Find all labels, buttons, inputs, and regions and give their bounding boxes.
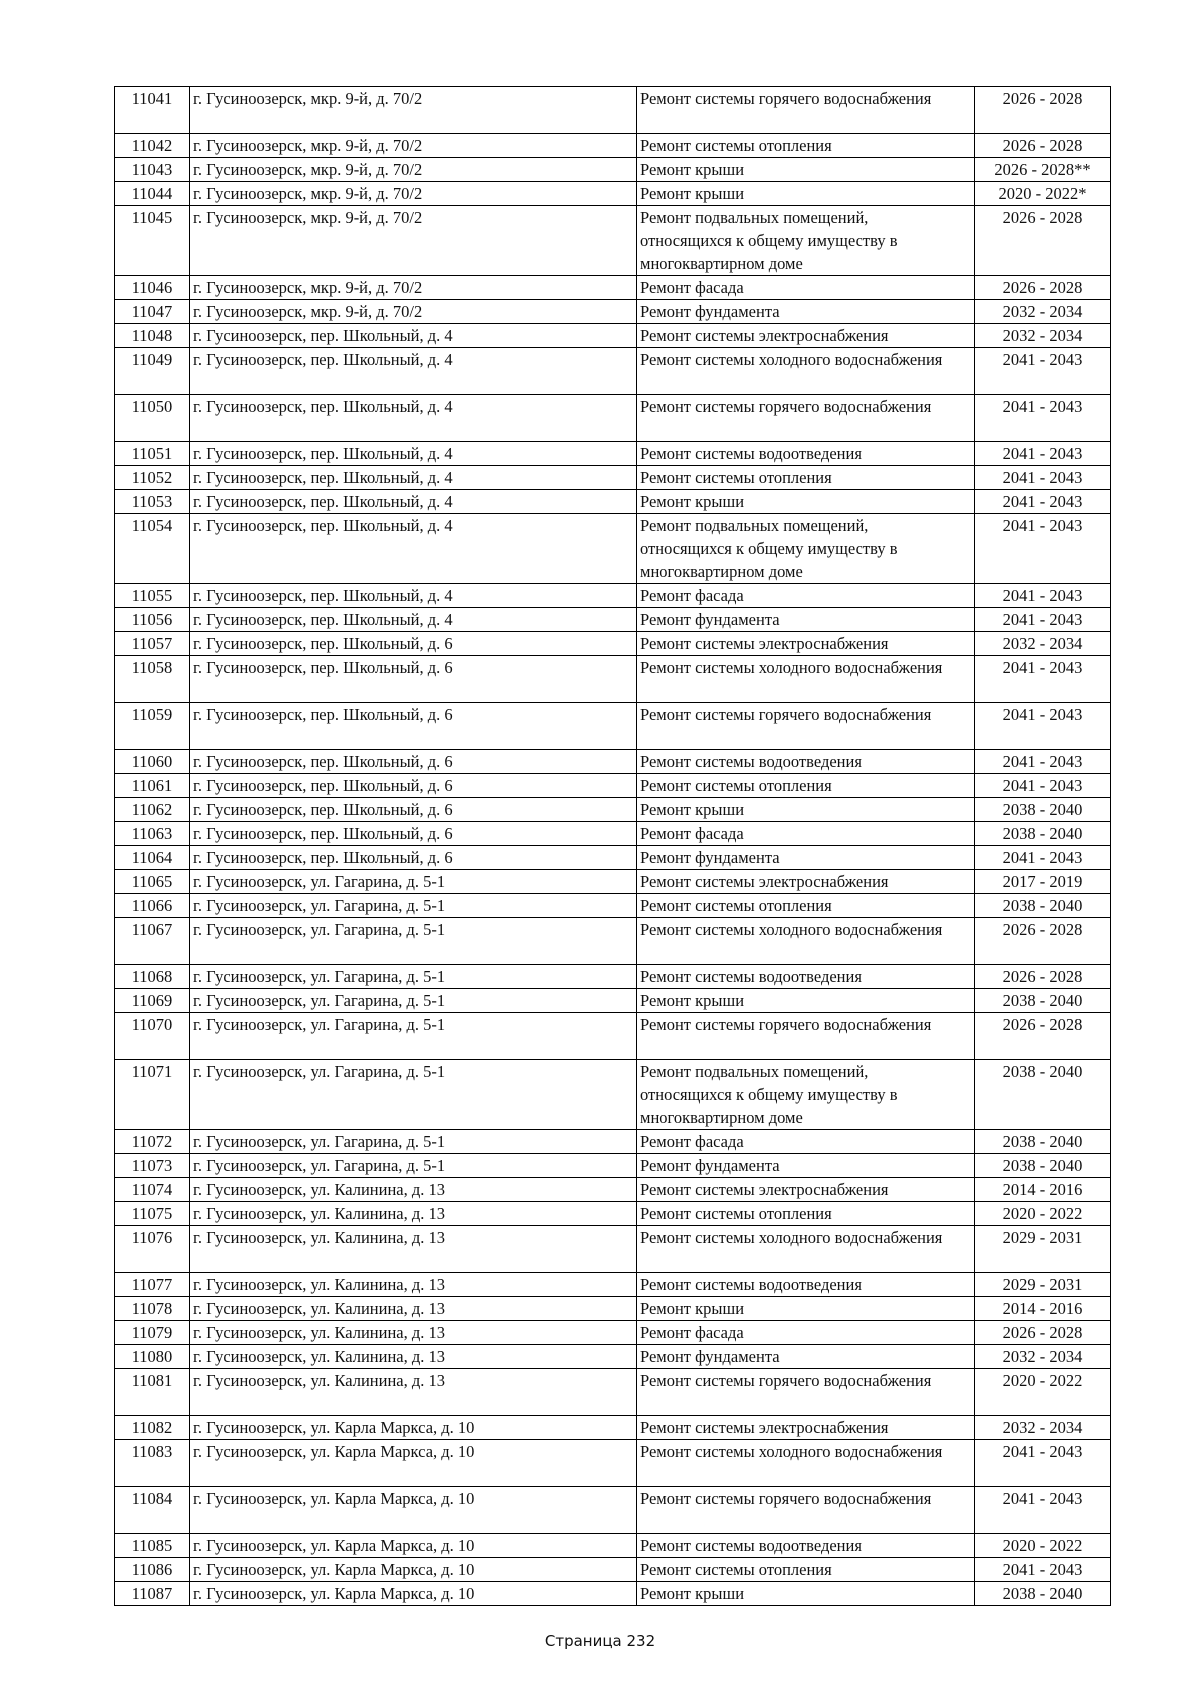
address-cell: г. Гусиноозерск, ул. Гагарина, д. 5-1	[190, 870, 637, 894]
row-number-cell: 11064	[115, 846, 190, 870]
period-cell: 2026 - 2028	[975, 276, 1111, 300]
period-cell: 2041 - 2043	[975, 846, 1111, 870]
work-type-cell: Ремонт системы горячего водоснабжения	[637, 703, 975, 750]
work-type-cell: Ремонт системы электроснабжения	[637, 324, 975, 348]
row-number-cell: 11043	[115, 158, 190, 182]
work-type-cell: Ремонт фундамента	[637, 846, 975, 870]
work-type-cell: Ремонт системы холодного водоснабжения	[637, 1226, 975, 1273]
table-row	[115, 324, 1111, 348]
work-type-cell: Ремонт фундамента	[637, 1345, 975, 1369]
table-row	[115, 1130, 1111, 1154]
period-cell: 2020 - 2022	[975, 1369, 1111, 1416]
period-cell: 2017 - 2019	[975, 870, 1111, 894]
table-row	[115, 632, 1111, 656]
work-type-cell: Ремонт фасада	[637, 276, 975, 300]
period-cell: 2032 - 2034	[975, 1416, 1111, 1440]
row-number-cell: 11062	[115, 798, 190, 822]
work-type-cell: Ремонт системы водоотведения	[637, 442, 975, 466]
period-cell: 2020 - 2022*	[975, 182, 1111, 206]
period-cell: 2032 - 2034	[975, 1345, 1111, 1369]
address-cell: г. Гусиноозерск, пер. Школьный, д. 4	[190, 490, 637, 514]
period-cell: 2038 - 2040	[975, 1130, 1111, 1154]
row-number-cell: 11048	[115, 324, 190, 348]
row-number-cell: 11080	[115, 1345, 190, 1369]
row-number-cell: 11072	[115, 1130, 190, 1154]
period-cell: 2041 - 2043	[975, 774, 1111, 798]
work-type-cell: Ремонт системы отопления	[637, 1558, 975, 1582]
address-cell: г. Гусиноозерск, пер. Школьный, д. 4	[190, 608, 637, 632]
address-cell: г. Гусиноозерск, пер. Школьный, д. 4	[190, 584, 637, 608]
address-cell: г. Гусиноозерск, ул. Калинина, д. 13	[190, 1345, 637, 1369]
work-type-cell: Ремонт системы водоотведения	[637, 1273, 975, 1297]
work-type-cell: Ремонт фасада	[637, 1321, 975, 1345]
work-type-cell: Ремонт системы отопления	[637, 134, 975, 158]
period-cell: 2041 - 2043	[975, 584, 1111, 608]
work-type-cell: Ремонт крыши	[637, 182, 975, 206]
row-number-cell: 11046	[115, 276, 190, 300]
table-row	[115, 206, 1111, 276]
period-cell: 2029 - 2031	[975, 1226, 1111, 1273]
address-cell: г. Гусиноозерск, ул. Гагарина, д. 5-1	[190, 1060, 637, 1130]
table-row	[115, 918, 1111, 965]
period-cell: 2026 - 2028	[975, 1013, 1111, 1060]
work-type-cell: Ремонт системы водоотведения	[637, 750, 975, 774]
row-number-cell: 11045	[115, 206, 190, 276]
work-type-cell: Ремонт системы отопления	[637, 774, 975, 798]
page-number: Страница 232	[544, 1632, 656, 1650]
work-type-cell: Ремонт системы отопления	[637, 894, 975, 918]
table-row	[115, 989, 1111, 1013]
period-cell: 2038 - 2040	[975, 798, 1111, 822]
work-type-cell: Ремонт подвальных помещений, относящихся к общему имуществу в многоквартирном доме	[637, 1060, 975, 1130]
table-row	[115, 395, 1111, 442]
work-type-cell: Ремонт системы водоотведения	[637, 1534, 975, 1558]
row-number-cell: 11087	[115, 1582, 190, 1606]
table-row	[115, 348, 1111, 395]
work-type-cell: Ремонт системы электроснабжения	[637, 632, 975, 656]
work-type-cell: Ремонт системы холодного водоснабжения	[637, 1440, 975, 1487]
address-cell: г. Гусиноозерск, пер. Школьный, д. 6	[190, 846, 637, 870]
work-type-cell: Ремонт фасада	[637, 1130, 975, 1154]
period-cell: 2038 - 2040	[975, 1582, 1111, 1606]
row-number-cell: 11068	[115, 965, 190, 989]
address-cell: г. Гусиноозерск, мкр. 9-й, д. 70/2	[190, 300, 637, 324]
period-cell: 2026 - 2028	[975, 1321, 1111, 1345]
work-type-cell: Ремонт подвальных помещений, относящихся к общему имуществу в многоквартирном доме	[637, 206, 975, 276]
period-cell: 2029 - 2031	[975, 1273, 1111, 1297]
work-type-cell: Ремонт системы отопления	[637, 466, 975, 490]
row-number-cell: 11056	[115, 608, 190, 632]
table-row	[115, 822, 1111, 846]
address-cell: г. Гусиноозерск, ул. Гагарина, д. 5-1	[190, 965, 637, 989]
table-row	[115, 87, 1111, 134]
row-number-cell: 11085	[115, 1534, 190, 1558]
table-row	[115, 656, 1111, 703]
table-row	[115, 1273, 1111, 1297]
table-row	[115, 1558, 1111, 1582]
work-type-cell: Ремонт системы горячего водоснабжения	[637, 1369, 975, 1416]
period-cell: 2038 - 2040	[975, 822, 1111, 846]
period-cell: 2032 - 2034	[975, 324, 1111, 348]
address-cell: г. Гусиноозерск, пер. Школьный, д. 4	[190, 514, 637, 584]
address-cell: г. Гусиноозерск, пер. Школьный, д. 6	[190, 822, 637, 846]
row-number-cell: 11061	[115, 774, 190, 798]
row-number-cell: 11074	[115, 1178, 190, 1202]
work-type-cell: Ремонт системы горячего водоснабжения	[637, 1013, 975, 1060]
period-cell: 2041 - 2043	[975, 656, 1111, 703]
row-number-cell: 11066	[115, 894, 190, 918]
period-cell: 2038 - 2040	[975, 894, 1111, 918]
period-cell: 2041 - 2043	[975, 348, 1111, 395]
table-row	[115, 1582, 1111, 1606]
table-row	[115, 1321, 1111, 1345]
table-row	[115, 1226, 1111, 1273]
table-row	[115, 466, 1111, 490]
period-cell: 2041 - 2043	[975, 703, 1111, 750]
address-cell: г. Гусиноозерск, ул. Карла Маркса, д. 10	[190, 1416, 637, 1440]
work-type-cell: Ремонт системы водоотведения	[637, 965, 975, 989]
period-cell: 2026 - 2028	[975, 87, 1111, 134]
address-cell: г. Гусиноозерск, пер. Школьный, д. 6	[190, 750, 637, 774]
work-type-cell: Ремонт системы горячего водоснабжения	[637, 87, 975, 134]
address-cell: г. Гусиноозерск, пер. Школьный, д. 4	[190, 395, 637, 442]
table-row	[115, 1416, 1111, 1440]
address-cell: г. Гусиноозерск, ул. Карла Маркса, д. 10	[190, 1487, 637, 1534]
table-row	[115, 490, 1111, 514]
address-cell: г. Гусиноозерск, ул. Гагарина, д. 5-1	[190, 1130, 637, 1154]
period-cell: 2026 - 2028**	[975, 158, 1111, 182]
address-cell: г. Гусиноозерск, ул. Гагарина, д. 5-1	[190, 989, 637, 1013]
period-cell: 2041 - 2043	[975, 750, 1111, 774]
row-number-cell: 11049	[115, 348, 190, 395]
table-row	[115, 608, 1111, 632]
row-number-cell: 11078	[115, 1297, 190, 1321]
address-cell: г. Гусиноозерск, ул. Калинина, д. 13	[190, 1273, 637, 1297]
table-row	[115, 870, 1111, 894]
row-number-cell: 11069	[115, 989, 190, 1013]
work-type-cell: Ремонт системы холодного водоснабжения	[637, 918, 975, 965]
work-type-cell: Ремонт системы электроснабжения	[637, 1416, 975, 1440]
period-cell: 2026 - 2028	[975, 918, 1111, 965]
address-cell: г. Гусиноозерск, мкр. 9-й, д. 70/2	[190, 158, 637, 182]
row-number-cell: 11047	[115, 300, 190, 324]
repair-schedule-table	[114, 86, 1111, 1606]
period-cell: 2014 - 2016	[975, 1178, 1111, 1202]
row-number-cell: 11071	[115, 1060, 190, 1130]
work-type-cell: Ремонт системы горячего водоснабжения	[637, 1487, 975, 1534]
row-number-cell: 11081	[115, 1369, 190, 1416]
work-type-cell: Ремонт крыши	[637, 1297, 975, 1321]
row-number-cell: 11079	[115, 1321, 190, 1345]
address-cell: г. Гусиноозерск, ул. Калинина, д. 13	[190, 1202, 637, 1226]
period-cell: 2038 - 2040	[975, 1154, 1111, 1178]
address-cell: г. Гусиноозерск, пер. Школьный, д. 6	[190, 632, 637, 656]
period-cell: 2014 - 2016	[975, 1297, 1111, 1321]
address-cell: г. Гусиноозерск, ул. Калинина, д. 13	[190, 1297, 637, 1321]
period-cell: 2041 - 2043	[975, 466, 1111, 490]
address-cell: г. Гусиноозерск, ул. Карла Маркса, д. 10	[190, 1440, 637, 1487]
period-cell: 2026 - 2028	[975, 134, 1111, 158]
address-cell: г. Гусиноозерск, ул. Карла Маркса, д. 10	[190, 1558, 637, 1582]
row-number-cell: 11075	[115, 1202, 190, 1226]
work-type-cell: Ремонт системы холодного водоснабжения	[637, 348, 975, 395]
table-row	[115, 514, 1111, 584]
row-number-cell: 11058	[115, 656, 190, 703]
row-number-cell: 11065	[115, 870, 190, 894]
work-type-cell: Ремонт системы отопления	[637, 1202, 975, 1226]
address-cell: г. Гусиноозерск, мкр. 9-й, д. 70/2	[190, 182, 637, 206]
document-page	[114, 86, 1110, 1606]
address-cell: г. Гусиноозерск, пер. Школьный, д. 6	[190, 774, 637, 798]
work-type-cell: Ремонт крыши	[637, 989, 975, 1013]
period-cell: 2020 - 2022	[975, 1202, 1111, 1226]
address-cell: г. Гусиноозерск, ул. Калинина, д. 13	[190, 1178, 637, 1202]
address-cell: г. Гусиноозерск, пер. Школьный, д. 4	[190, 324, 637, 348]
work-type-cell: Ремонт подвальных помещений, относящихся к общему имуществу в многоквартирном доме	[637, 514, 975, 584]
table-row	[115, 965, 1111, 989]
address-cell: г. Гусиноозерск, мкр. 9-й, д. 70/2	[190, 206, 637, 276]
address-cell: г. Гусиноозерск, мкр. 9-й, д. 70/2	[190, 276, 637, 300]
period-cell: 2041 - 2043	[975, 395, 1111, 442]
address-cell: г. Гусиноозерск, ул. Гагарина, д. 5-1	[190, 894, 637, 918]
period-cell: 2041 - 2043	[975, 490, 1111, 514]
table-row	[115, 1013, 1111, 1060]
period-cell: 2041 - 2043	[975, 1487, 1111, 1534]
period-cell: 2041 - 2043	[975, 608, 1111, 632]
address-cell: г. Гусиноозерск, пер. Школьный, д. 4	[190, 466, 637, 490]
row-number-cell: 11052	[115, 466, 190, 490]
address-cell: г. Гусиноозерск, пер. Школьный, д. 6	[190, 798, 637, 822]
table-row	[115, 1154, 1111, 1178]
work-type-cell: Ремонт крыши	[637, 798, 975, 822]
table-row	[115, 1440, 1111, 1487]
table-row	[115, 1202, 1111, 1226]
table-row	[115, 1534, 1111, 1558]
table-row	[115, 1297, 1111, 1321]
period-cell: 2032 - 2034	[975, 632, 1111, 656]
work-type-cell: Ремонт фундамента	[637, 300, 975, 324]
row-number-cell: 11042	[115, 134, 190, 158]
row-number-cell: 11055	[115, 584, 190, 608]
work-type-cell: Ремонт фасада	[637, 584, 975, 608]
period-cell: 2032 - 2034	[975, 300, 1111, 324]
period-cell: 2020 - 2022	[975, 1534, 1111, 1558]
row-number-cell: 11050	[115, 395, 190, 442]
row-number-cell: 11084	[115, 1487, 190, 1534]
table-row	[115, 1178, 1111, 1202]
table-row	[115, 894, 1111, 918]
row-number-cell: 11063	[115, 822, 190, 846]
table-row	[115, 703, 1111, 750]
table-row	[115, 846, 1111, 870]
table-row	[115, 1487, 1111, 1534]
work-type-cell: Ремонт системы горячего водоснабжения	[637, 395, 975, 442]
address-cell: г. Гусиноозерск, пер. Школьный, д. 4	[190, 348, 637, 395]
work-type-cell: Ремонт крыши	[637, 490, 975, 514]
row-number-cell: 11077	[115, 1273, 190, 1297]
table-row	[115, 1060, 1111, 1130]
row-number-cell: 11073	[115, 1154, 190, 1178]
table-row	[115, 276, 1111, 300]
work-type-cell: Ремонт крыши	[637, 158, 975, 182]
table-row	[115, 134, 1111, 158]
row-number-cell: 11044	[115, 182, 190, 206]
work-type-cell: Ремонт системы электроснабжения	[637, 870, 975, 894]
address-cell: г. Гусиноозерск, пер. Школьный, д. 6	[190, 703, 637, 750]
period-cell: 2038 - 2040	[975, 989, 1111, 1013]
work-type-cell: Ремонт фасада	[637, 822, 975, 846]
table-row	[115, 584, 1111, 608]
address-cell: г. Гусиноозерск, ул. Калинина, д. 13	[190, 1226, 637, 1273]
table-row	[115, 182, 1111, 206]
table-row	[115, 774, 1111, 798]
period-cell: 2026 - 2028	[975, 206, 1111, 276]
table-row	[115, 798, 1111, 822]
address-cell: г. Гусиноозерск, ул. Карла Маркса, д. 10	[190, 1534, 637, 1558]
period-cell: 2026 - 2028	[975, 965, 1111, 989]
table-row	[115, 1369, 1111, 1416]
row-number-cell: 11070	[115, 1013, 190, 1060]
address-cell: г. Гусиноозерск, ул. Калинина, д. 13	[190, 1321, 637, 1345]
work-type-cell: Ремонт фундамента	[637, 1154, 975, 1178]
address-cell: г. Гусиноозерск, ул. Карла Маркса, д. 10	[190, 1582, 637, 1606]
row-number-cell: 11054	[115, 514, 190, 584]
table-row	[115, 750, 1111, 774]
row-number-cell: 11041	[115, 87, 190, 134]
period-cell: 2038 - 2040	[975, 1060, 1111, 1130]
work-type-cell: Ремонт фундамента	[637, 608, 975, 632]
row-number-cell: 11082	[115, 1416, 190, 1440]
row-number-cell: 11076	[115, 1226, 190, 1273]
address-cell: г. Гусиноозерск, пер. Школьный, д. 6	[190, 656, 637, 703]
table-body	[115, 87, 1111, 1606]
address-cell: г. Гусиноозерск, ул. Гагарина, д. 5-1	[190, 1013, 637, 1060]
row-number-cell: 11067	[115, 918, 190, 965]
period-cell: 2041 - 2043	[975, 514, 1111, 584]
work-type-cell: Ремонт крыши	[637, 1582, 975, 1606]
row-number-cell: 11060	[115, 750, 190, 774]
period-cell: 2041 - 2043	[975, 1558, 1111, 1582]
address-cell: г. Гусиноозерск, ул. Калинина, д. 13	[190, 1369, 637, 1416]
row-number-cell: 11083	[115, 1440, 190, 1487]
work-type-cell: Ремонт системы холодного водоснабжения	[637, 656, 975, 703]
row-number-cell: 11059	[115, 703, 190, 750]
table-row	[115, 1345, 1111, 1369]
row-number-cell: 11086	[115, 1558, 190, 1582]
period-cell: 2041 - 2043	[975, 1440, 1111, 1487]
address-cell: г. Гусиноозерск, мкр. 9-й, д. 70/2	[190, 134, 637, 158]
work-type-cell: Ремонт системы электроснабжения	[637, 1178, 975, 1202]
table-row	[115, 442, 1111, 466]
address-cell: г. Гусиноозерск, мкр. 9-й, д. 70/2	[190, 87, 637, 134]
table-row	[115, 300, 1111, 324]
row-number-cell: 11057	[115, 632, 190, 656]
table-row	[115, 158, 1111, 182]
address-cell: г. Гусиноозерск, ул. Гагарина, д. 5-1	[190, 918, 637, 965]
row-number-cell: 11051	[115, 442, 190, 466]
address-cell: г. Гусиноозерск, пер. Школьный, д. 4	[190, 442, 637, 466]
address-cell: г. Гусиноозерск, ул. Гагарина, д. 5-1	[190, 1154, 637, 1178]
row-number-cell: 11053	[115, 490, 190, 514]
period-cell: 2041 - 2043	[975, 442, 1111, 466]
